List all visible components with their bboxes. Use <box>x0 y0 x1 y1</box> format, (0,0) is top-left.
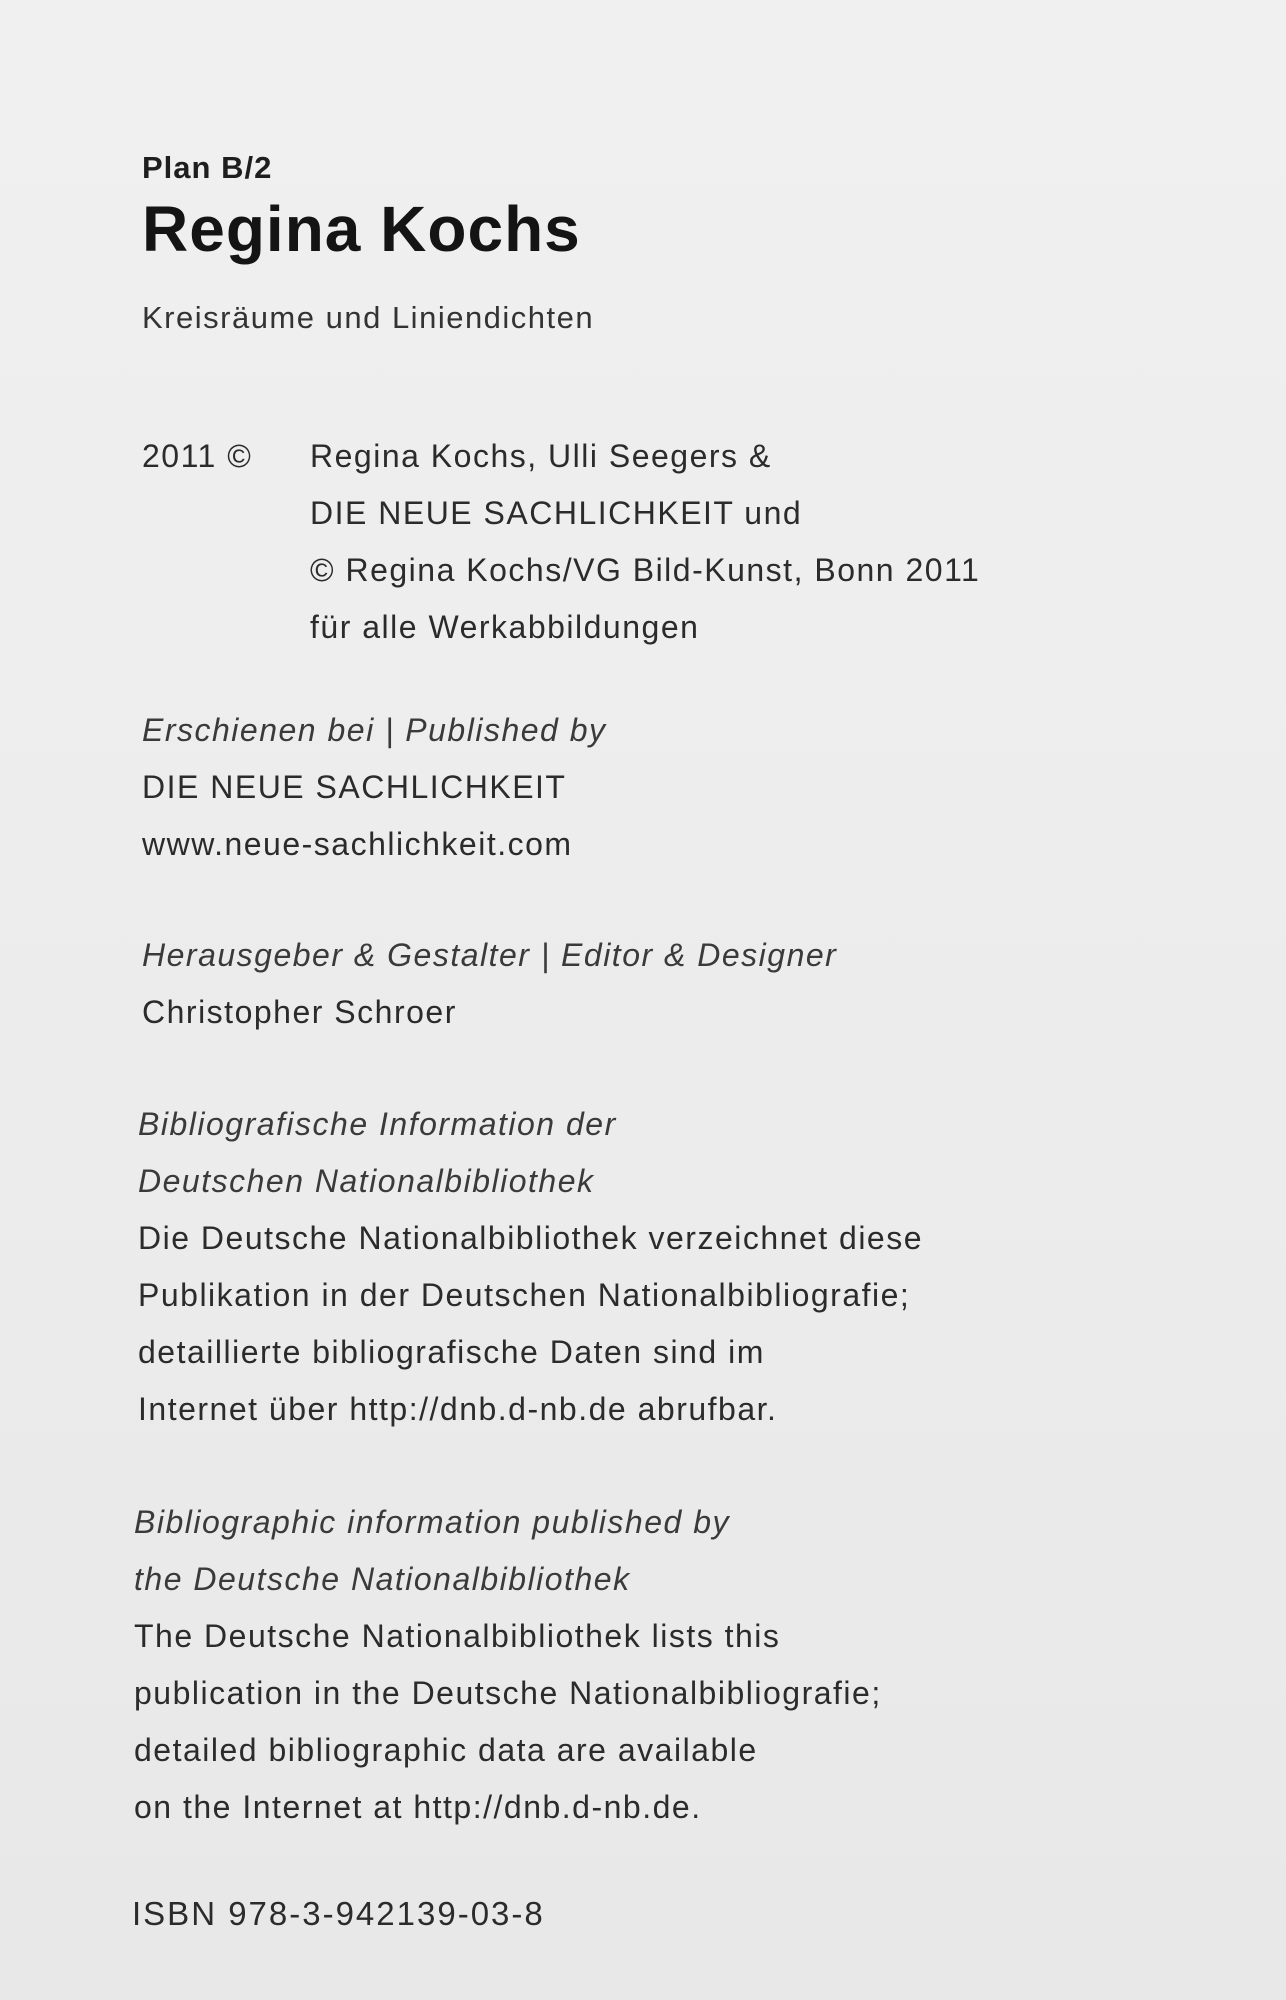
biblio-en-body-line: detailed bibliographic data are available <box>134 1732 758 1768</box>
biblio-de-heading: Bibliografische Information der <box>138 1106 617 1142</box>
biblio-de-body-line: detaillierte bibliografische Daten sind im <box>138 1334 765 1370</box>
series-label: Plan B/2 <box>142 150 273 185</box>
bibliographic-info-german <box>138 1096 1138 1438</box>
publisher-url: www.neue-sachlichkeit.com <box>142 826 573 862</box>
author-title: Regina Kochs <box>142 193 581 265</box>
copyright-year: 2011 © <box>142 438 253 474</box>
editor-name: Christopher Schroer <box>142 994 457 1030</box>
publisher-name: DIE NEUE SACHLICHKEIT <box>142 769 567 805</box>
copyright-section <box>142 428 1142 656</box>
biblio-en-heading: the Deutsche Nationalbibliothek <box>134 1561 631 1597</box>
editor-label: Herausgeber & Gestalter | Editor & Designer <box>142 937 838 973</box>
copyright-holders <box>310 428 980 656</box>
copyright-line: Regina Kochs, Ulli Seegers & <box>310 438 772 474</box>
isbn-number: ISBN 978-3-942139-03-8 <box>132 1895 545 1932</box>
biblio-de-body-line: Publikation in der Deutschen Nationalbibliografie; <box>138 1277 911 1313</box>
copyright-line: © Regina Kochs/VG Bild-Kunst, Bonn 2011 <box>310 552 981 588</box>
publisher-label: Erschienen bei | Published by <box>142 712 607 748</box>
biblio-en-heading: Bibliographic information published by <box>134 1504 730 1540</box>
book-subtitle: Kreisräume und Liniendichten <box>142 300 595 335</box>
bibliographic-info-english <box>134 1494 1134 1836</box>
copyright-line: DIE NEUE SACHLICHKEIT und <box>310 495 803 531</box>
biblio-en-body-line: publication in the Deutsche Nationalbibliografie; <box>134 1675 882 1711</box>
biblio-de-body-line: Internet über http://dnb.d-nb.de abrufbar. <box>138 1391 778 1427</box>
copyright-line: für alle Werkabbildungen <box>310 609 700 645</box>
biblio-de-body-line: Die Deutsche Nationalbibliothek verzeichnet diese <box>138 1220 924 1256</box>
editor-section <box>142 927 1142 1041</box>
biblio-en-body-line: The Deutsche Nationalbibliothek lists this <box>134 1618 781 1654</box>
biblio-en-body-line: on the Internet at http://dnb.d-nb.de. <box>134 1789 702 1825</box>
biblio-de-heading: Deutschen Nationalbibliothek <box>138 1163 595 1199</box>
publisher-section <box>142 702 1142 873</box>
